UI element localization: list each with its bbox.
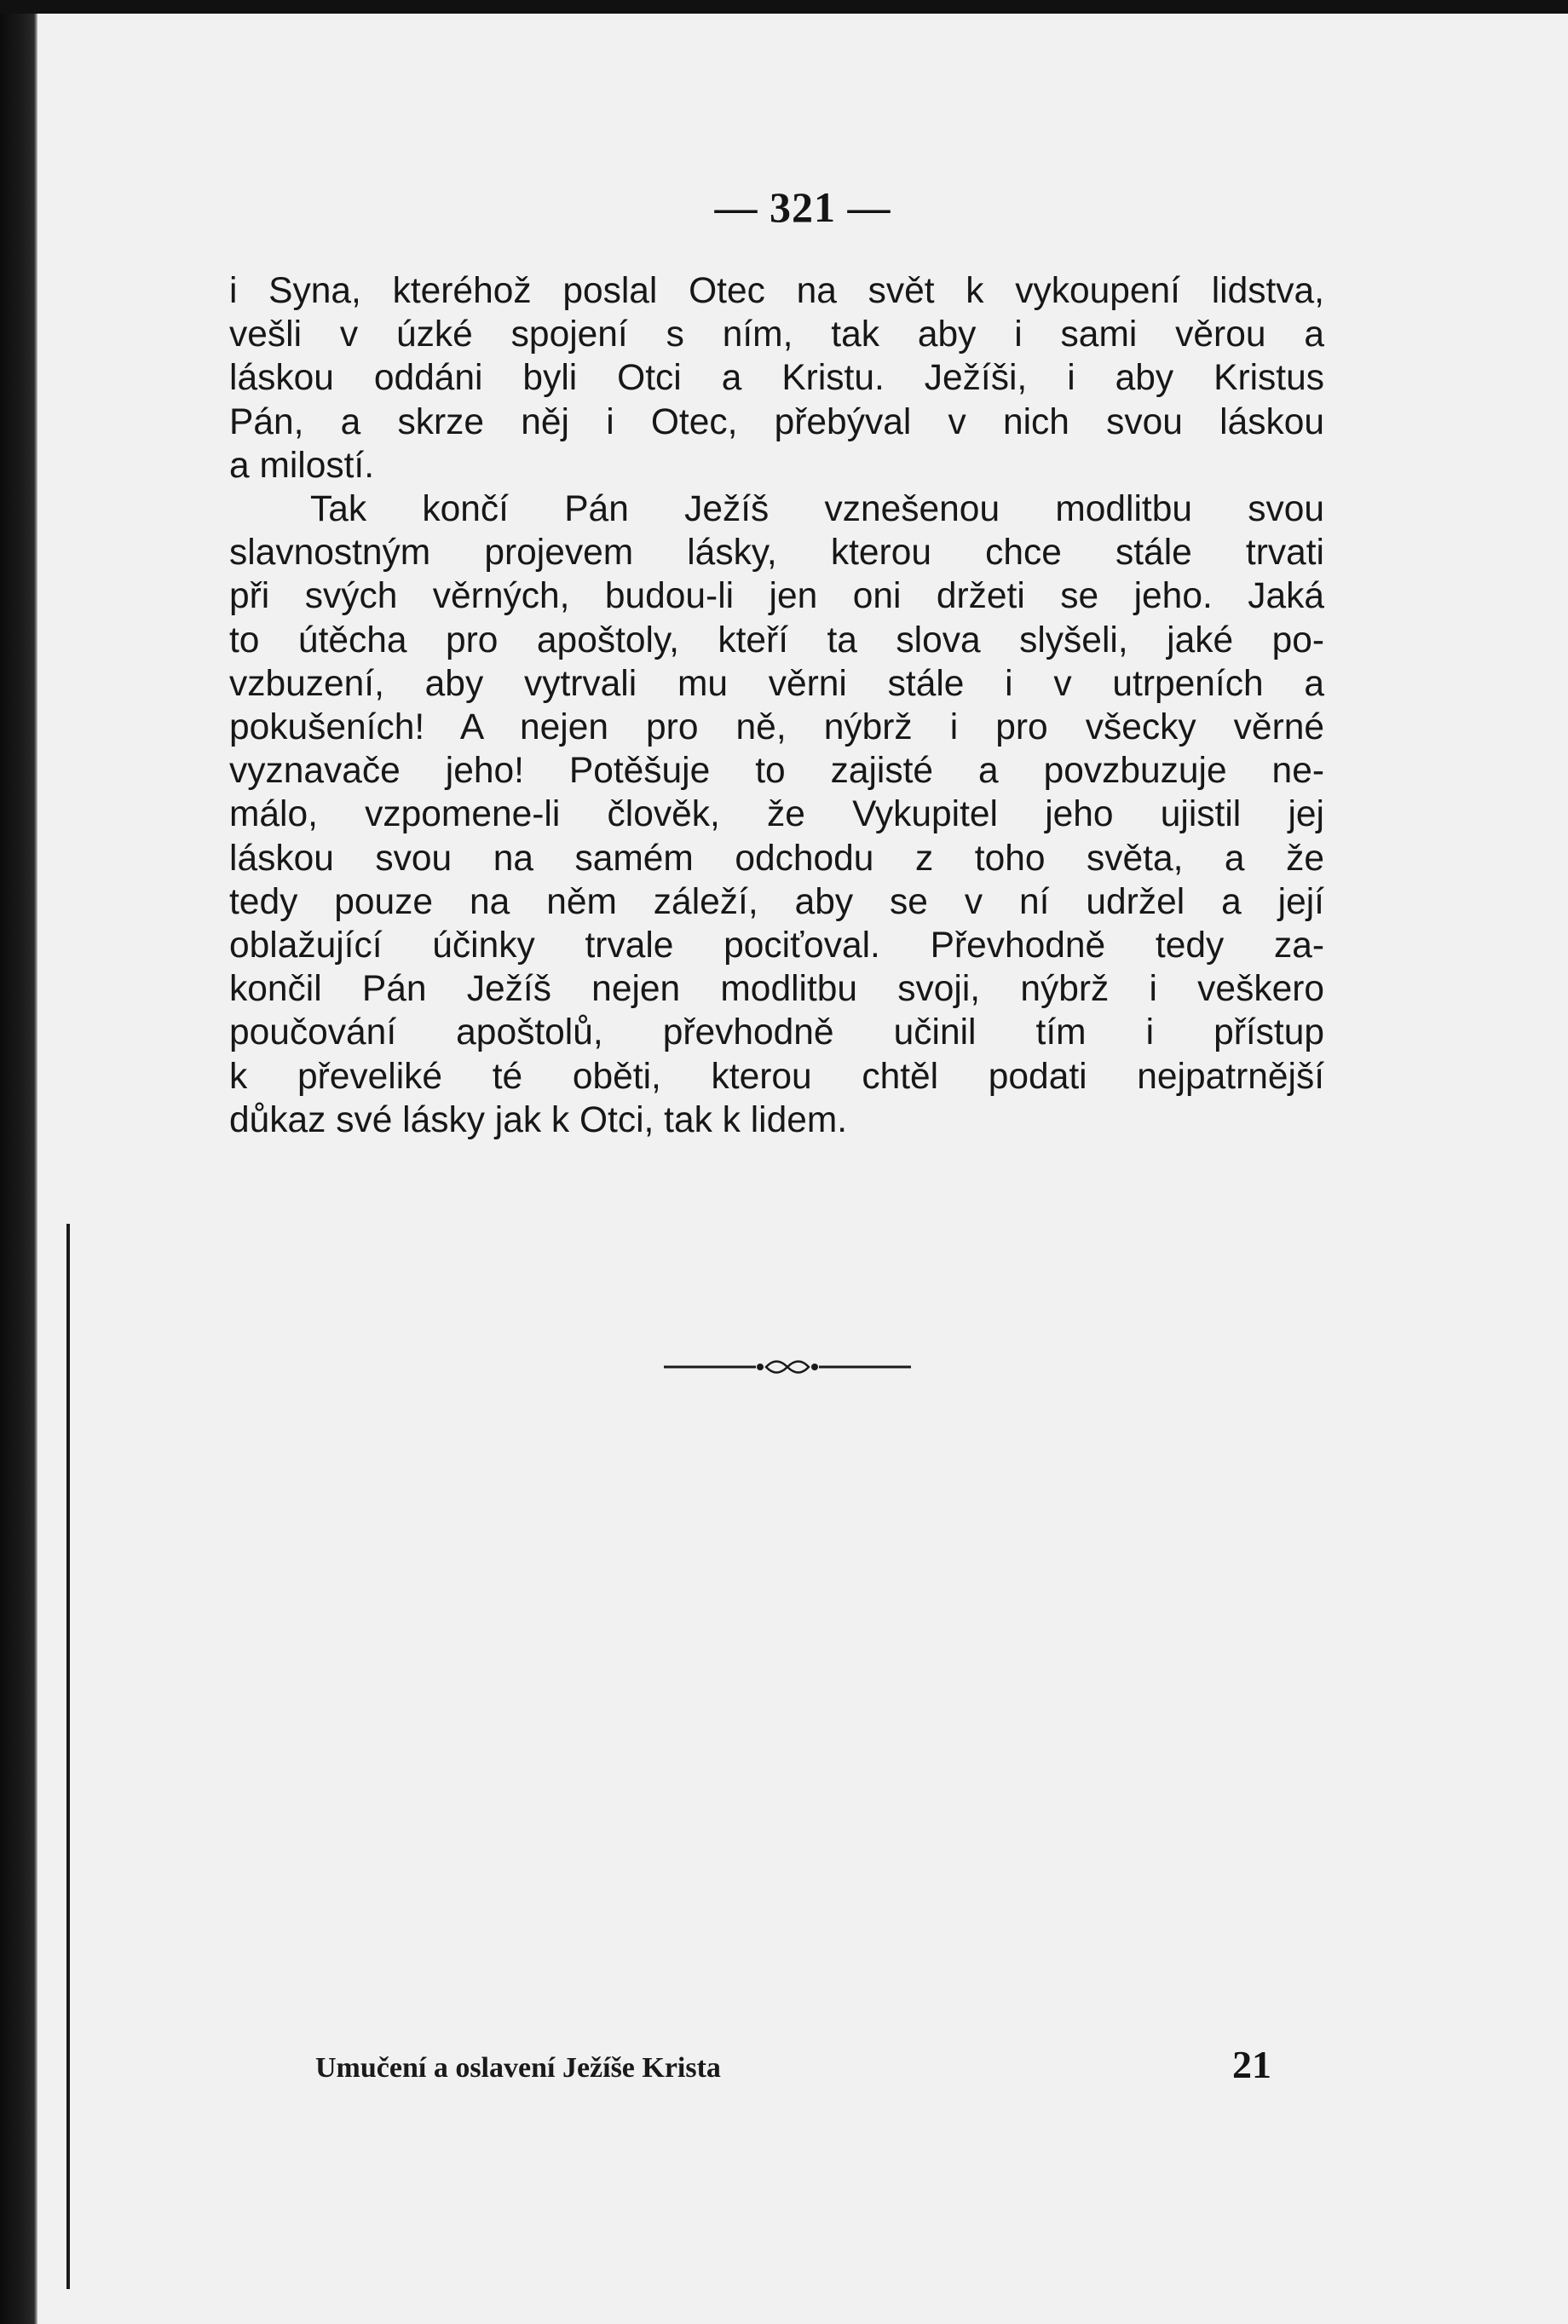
- text-line: a milostí.: [229, 445, 375, 486]
- text-line: k převeliké té oběti, kterou chtěl podati nejpatrnější: [229, 1056, 1324, 1097]
- text-line: důkaz své lásky jak k Otci, tak k lidem.: [229, 1099, 848, 1140]
- text-line: málo, vzpomene-li člověk, že Vykupitel jeho ujistil jej: [229, 794, 1324, 835]
- text-line: oblažující účinky trvale pociťoval. Převhodně tedy za-: [229, 926, 1324, 966]
- text-line: pokušeních! A nejen pro ně, nýbrž i pro všecky věrné: [229, 707, 1324, 748]
- text-line: vešli v úzké spojení s ním, tak aby i sami věrou a: [229, 314, 1324, 355]
- page-edge-rule: [66, 1224, 70, 2289]
- text-line: vzbuzení, aby vytrvali mu věrni stále i v utrpeních a: [229, 663, 1324, 704]
- text-line: končil Pán Ježíš nejen modlitbu svoji, nýbrž i veškero: [229, 969, 1324, 1010]
- page-number: — 321 —: [714, 183, 891, 231]
- body-text: [229, 269, 1324, 1142]
- book-page: [37, 14, 1568, 2324]
- text-line: to útěcha pro apoštoly, kteří ta slova slyšeli, jaké po-: [229, 620, 1324, 660]
- text-line: Tak končí Pán Ježíš vznešenou modlitbu svou: [310, 489, 1324, 530]
- text-line: i Syna, kteréhož poslal Otec na svět k vykoupení lidstva,: [229, 271, 1324, 311]
- text-line: při svých věrných, budou-li jen oni držeti se jeho. Jaká: [229, 576, 1324, 617]
- paragraph-2: [229, 487, 1324, 1142]
- text-line: slavnostným projevem lásky, kterou chce stále trvati: [229, 533, 1324, 574]
- text-line: poučování apoštolů, převhodně učinil tím i přístup: [229, 1012, 1324, 1053]
- book-spine-shadow: [0, 14, 37, 2324]
- text-line: vyznavače jeho! Potěšuje to zajisté a povzbuzuje ne-: [229, 751, 1324, 792]
- paragraph-1: [229, 269, 1324, 487]
- divider-ornament-icon: [664, 1346, 911, 1388]
- text-line: Pán, a skrze něj i Otec, přebýval v nich svou láskou: [229, 401, 1324, 442]
- text-line: láskou oddáni byli Otci a Kristu. Ježíši, i aby Kristus: [229, 358, 1324, 399]
- text-line: láskou svou na samém odchodu z toho světa, a že: [229, 838, 1324, 879]
- text-line: tedy pouze na něm záleží, aby se v ní udržel a její: [229, 881, 1324, 922]
- signature-mark: 21: [1232, 2043, 1271, 2086]
- footer-book-title: Umučení a oslavení Ježíše Krista: [315, 2052, 721, 2084]
